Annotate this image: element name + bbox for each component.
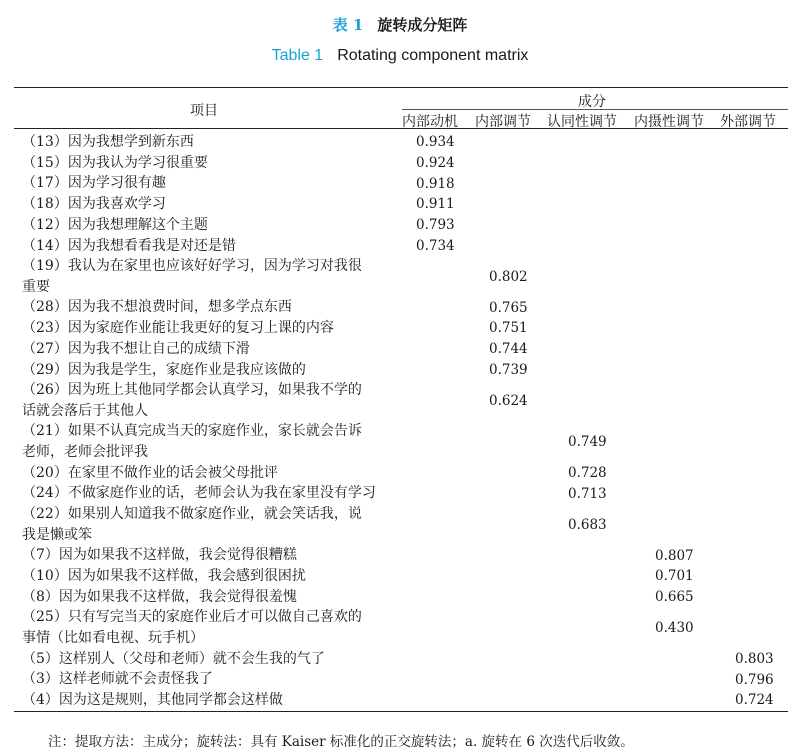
row-label: （21）如果不认真完成当天的家庭作业，家长就会告诉	[22, 423, 362, 440]
row-loading-value: 0.793	[416, 217, 455, 234]
row-loading-value: 0.724	[735, 692, 774, 709]
row-label: （4）因为这是规则，其他同学都会这样做	[22, 691, 283, 708]
table-note: 注：提取方法：主成分；旋转法：具有 Kaiser 标准化的正交旋转法；a. 旋转在 6 次迭代后收敛。	[48, 734, 634, 750]
row-loading-value: 0.624	[489, 392, 528, 409]
row-label-continued: 事情（比如看电视、玩手机）	[22, 629, 204, 646]
row-loading-value: 0.802	[489, 268, 528, 285]
header-col-introjected: 内摄性调节	[634, 114, 704, 130]
row-loading-value: 0.796	[735, 671, 774, 688]
header-item: 项目	[190, 103, 218, 119]
row-label: （8）因为如果我不这样做，我会觉得很羞愧	[22, 588, 297, 605]
row-label: （24）不做家庭作业的话，老师会认为我在家里没有学习	[22, 485, 376, 502]
row-label: （3）这样老师就不会责怪我了	[22, 671, 213, 688]
row-loading-value: 0.701	[655, 568, 694, 585]
row-loading-value: 0.918	[416, 175, 455, 192]
row-loading-value: 0.803	[735, 650, 774, 667]
row-label: （12）因为我想理解这个主题	[22, 216, 208, 233]
table-caption-en: Rotating component matrix	[337, 47, 529, 64]
row-label: （22）如果别人知道我不做家庭作业，就会笑话我，说	[22, 506, 362, 522]
row-label-continued: 我是懒或笨	[22, 526, 92, 543]
bottom-rule	[14, 711, 788, 712]
row-label: （19）我认为在家里也应该好好学习，因为学习对我很	[22, 258, 362, 275]
table-number-cn: 表 1	[332, 16, 364, 34]
row-label: （18）因为我喜欢学习	[22, 196, 166, 213]
row-label-continued: 话就会落后于其他人	[22, 402, 148, 419]
row-loading-value: 0.665	[655, 588, 694, 605]
row-loading-value: 0.739	[489, 361, 528, 378]
row-label: （5）这样别人（父母和老师）就不会生我的气了	[22, 650, 325, 667]
row-label: （26）因为班上其他同学都会认真学习，如果我不学的	[22, 382, 362, 399]
header-col-external: 外部调节	[720, 114, 776, 130]
row-label-continued: 老师，老师会批评我	[22, 443, 148, 460]
row-label: （29）因为我是学生，家庭作业是我应该做的	[22, 361, 306, 378]
row-label: （20）在家里不做作业的话会被父母批评	[22, 464, 278, 481]
top-rule	[14, 87, 788, 88]
row-label: （7）因为如果我不这样做，我会觉得很糟糕	[22, 547, 297, 564]
row-label: （10）因为如果我不这样做，我会感到很困扰	[22, 567, 306, 584]
table-caption-cn: 旋转成分矩阵	[377, 16, 468, 34]
row-loading-value: 0.934	[416, 134, 455, 151]
row-label: （27）因为我不想让自己的成绩下滑	[22, 340, 250, 357]
row-label: （25）只有写完当天的家庭作业后才可以做自己喜欢的	[22, 609, 362, 626]
header-col-intrinsic: 内部动机	[402, 114, 458, 130]
row-label: （13）因为我想学到新东西	[22, 134, 194, 150]
row-loading-value: 0.765	[489, 299, 528, 316]
row-loading-value: 0.683	[568, 516, 607, 533]
row-loading-value: 0.713	[568, 485, 607, 502]
row-loading-value: 0.734	[416, 237, 455, 254]
table-title-en	[0, 47, 800, 65]
row-label-continued: 重要	[22, 278, 50, 295]
row-loading-value: 0.924	[416, 155, 455, 172]
row-loading-value: 0.751	[489, 320, 528, 337]
table-number-en: Table 1	[271, 47, 324, 64]
row-label: （17）因为学习很有趣	[22, 175, 166, 192]
row-label: （14）因为我想看看我是对还是错	[22, 237, 236, 254]
row-label: （23）因为家庭作业能让我更好的复习上课的内容	[22, 320, 334, 337]
header-col-integrated: 内部调节	[475, 114, 531, 130]
row-loading-value: 0.911	[416, 196, 455, 213]
row-loading-value: 0.728	[568, 464, 607, 481]
row-loading-value: 0.744	[489, 341, 528, 358]
header-component-group: 成分	[578, 94, 606, 110]
row-loading-value: 0.749	[568, 434, 607, 450]
row-loading-value: 0.430	[655, 619, 694, 636]
row-loading-value: 0.807	[655, 547, 694, 564]
row-label: （28）因为我不想浪费时间，想多学点东西	[22, 299, 292, 316]
table-title-cn	[0, 14, 800, 35]
row-label: （15）因为我认为学习很重要	[22, 154, 208, 171]
header-col-identified: 认同性调节	[547, 114, 617, 130]
